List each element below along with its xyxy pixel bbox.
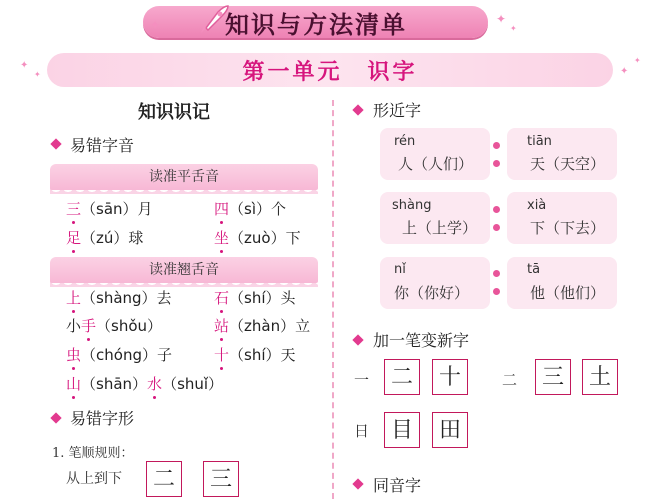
section-heading-pronunciation: 易错字音: [70, 136, 135, 155]
source-char: 二: [502, 371, 518, 389]
section-heading-similar: 形近字: [373, 101, 422, 120]
char-box: 十: [432, 359, 468, 395]
list-item: 上（shàng）去: [66, 289, 172, 307]
page-title: 知识与方法清单: [225, 10, 407, 39]
list-item: 十（shí）天: [214, 346, 296, 364]
char-box: 三: [203, 461, 239, 497]
sparkle-icon: ✦: [634, 56, 641, 65]
card-pinyin: tiān: [527, 134, 552, 149]
char-box: 三: [535, 359, 571, 395]
dot-icon: [493, 224, 500, 231]
section-title-knowledge: 知识识记: [138, 102, 210, 123]
sparkle-icon: ✦: [510, 24, 517, 33]
unit-title: 第一单元 识字: [242, 60, 418, 85]
dot-icon: [493, 142, 500, 149]
card-word: 人（人们）: [398, 155, 474, 173]
list-item: 小手（shǒu）: [66, 317, 163, 335]
card-word: 你（你好）: [394, 284, 470, 302]
card-word: 他（他们）: [530, 284, 606, 302]
list-item: 虫（chóng）子: [66, 346, 172, 364]
source-char: 一: [354, 371, 370, 389]
list-item: 四（sì）个: [214, 200, 286, 218]
source-char: 日: [354, 422, 370, 440]
char-box: 二: [384, 359, 420, 395]
sparkle-icon: ✦: [20, 60, 29, 71]
list-item: 站（zhàn）立: [214, 317, 311, 335]
card-word: 下（下去）: [530, 219, 606, 237]
char-box: 目: [384, 412, 420, 448]
card-pinyin: tā: [527, 262, 541, 277]
diamond-icon: [352, 478, 363, 489]
card-word: 上（上学）: [402, 219, 478, 237]
sparkle-icon: ✦: [150, 18, 161, 32]
card-pinyin: rén: [394, 134, 416, 149]
column-divider: [332, 100, 334, 499]
rule-title: 1. 笔顺规则：: [52, 446, 134, 461]
sub-banner-flat-tongue: 读准平舌音: [50, 164, 318, 190]
sparkle-icon: ✦: [34, 70, 41, 79]
sub-banner-curled-tongue: 读准翘舌音: [50, 257, 318, 283]
section-heading-add-stroke: 加一笔变新字: [373, 331, 470, 350]
list-item: 足（zú）球: [66, 229, 144, 247]
dot-icon: [493, 160, 500, 167]
sparkle-icon: ✦: [496, 12, 507, 26]
list-item: 三（sān）月: [66, 200, 153, 218]
sparkle-icon: ✦: [620, 66, 629, 77]
card-pinyin: xià: [527, 198, 547, 213]
section-heading-glyph: 易错字形: [70, 409, 135, 428]
char-box: 土: [582, 359, 618, 395]
diamond-icon: [352, 104, 363, 115]
dot-icon: [493, 206, 500, 213]
card-pinyin: shàng: [392, 198, 432, 213]
card-pinyin: nǐ: [394, 262, 406, 277]
diamond-icon: [50, 412, 61, 423]
char-box: 二: [146, 461, 182, 497]
dot-icon: [493, 270, 500, 277]
diamond-icon: [352, 334, 363, 345]
list-item: 石（shí）头: [214, 289, 296, 307]
diamond-icon: [50, 138, 61, 149]
card-word: 天（天空）: [530, 155, 606, 173]
list-item: 山（shān）水（shuǐ）: [66, 375, 224, 393]
section-heading-homophone: 同音字: [373, 476, 422, 495]
rule-description: 从上到下: [66, 471, 122, 487]
dot-icon: [493, 288, 500, 295]
char-box: 田: [432, 412, 468, 448]
list-item: 坐（zuò）下: [214, 229, 301, 247]
